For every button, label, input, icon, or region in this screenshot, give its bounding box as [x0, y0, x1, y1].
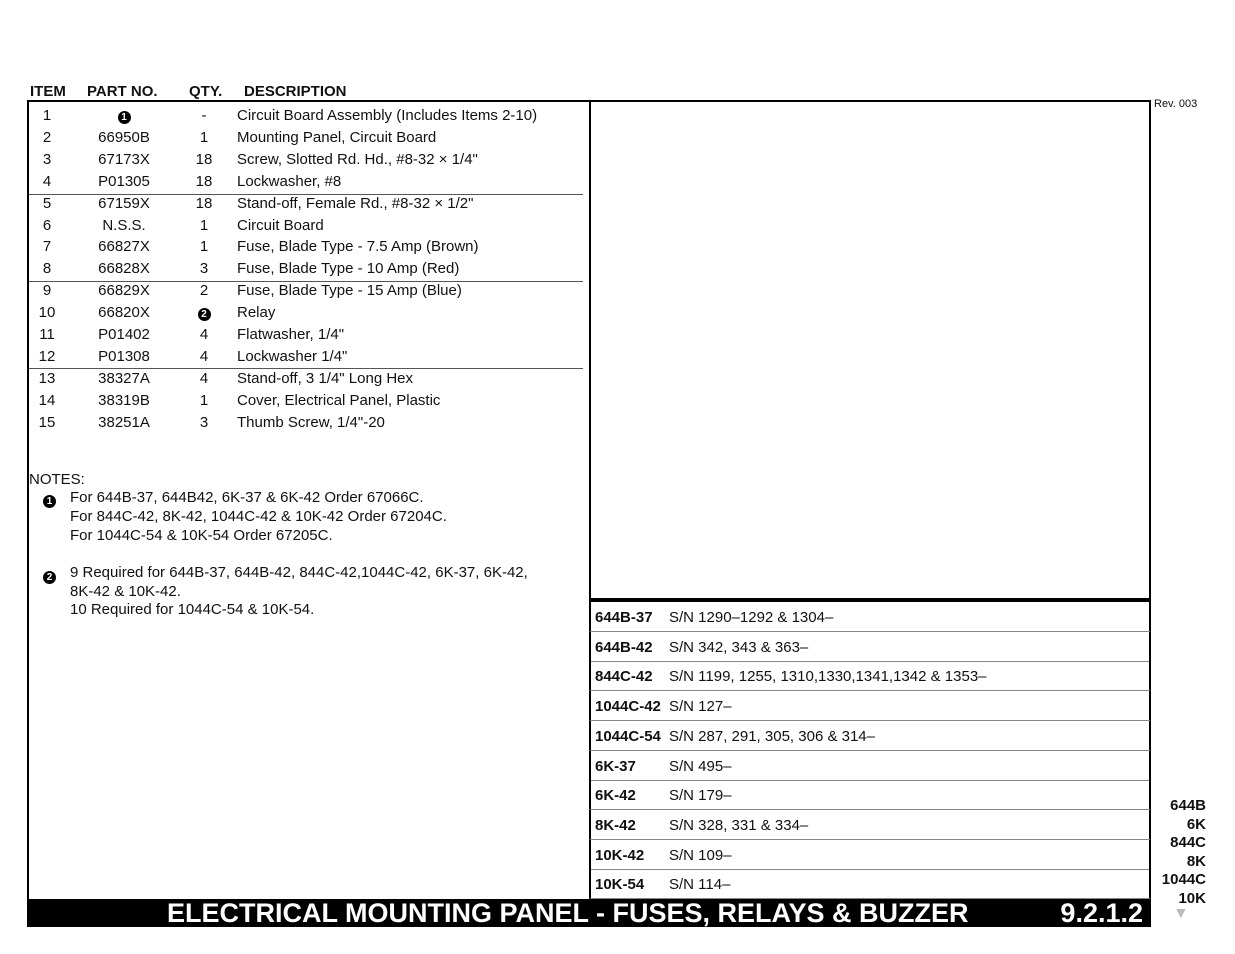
- model-code: 8K-42: [595, 816, 636, 834]
- model-code: 6K-37: [595, 757, 636, 775]
- part-number: 38327A: [98, 369, 150, 387]
- part-number: 66828X: [98, 260, 150, 278]
- note-marker-icon: 2: [198, 308, 211, 321]
- quantity: 4: [199, 326, 209, 343]
- model-code: 6K-42: [595, 787, 636, 805]
- header-part-no: PART NO.: [87, 83, 158, 100]
- quantity: 3: [199, 260, 209, 278]
- description: Flatwasher, 1/4": [237, 326, 345, 343]
- serial-range: S/N 328, 331 & 334–: [669, 816, 809, 834]
- model-code: 644B-37: [595, 609, 653, 626]
- note2-line: 10 Required for 1044C-54 & 10K-54.: [70, 601, 315, 618]
- item-number: 6: [42, 216, 52, 234]
- serial-range: S/N 109–: [669, 846, 732, 864]
- table-row: [29, 148, 583, 170]
- table-row: [29, 345, 583, 367]
- item-number: 13: [38, 369, 56, 387]
- table-row: [29, 389, 583, 411]
- row-separator: [29, 368, 583, 369]
- model-code: 1044C-42: [595, 698, 661, 716]
- model-code: 1044C-54: [595, 727, 661, 745]
- table-row: [29, 126, 583, 148]
- part-number: P01305: [98, 172, 150, 190]
- item-number: 9: [42, 282, 52, 300]
- part-number: P01308: [98, 347, 150, 365]
- page-title: ELECTRICAL MOUNTING PANEL - FUSES, RELAYS & BUZZER: [167, 898, 969, 928]
- model-code: 10K-42: [595, 846, 645, 864]
- part-number: 66827X: [98, 238, 150, 256]
- part-number: 38319B: [98, 391, 150, 409]
- serial-row: [589, 721, 1151, 751]
- table-row: [29, 367, 583, 389]
- note-marker-icon: 1: [118, 111, 131, 124]
- quantity: 18: [195, 172, 213, 190]
- serial-row: [589, 691, 1151, 721]
- item-number: 3: [42, 150, 52, 168]
- model-label: 1044C: [1161, 871, 1206, 889]
- quantity: 4: [199, 369, 209, 387]
- item-number: 14: [38, 391, 56, 409]
- description: Circuit Board Assembly (Includes Items 2-10): [237, 107, 538, 124]
- table-row: [29, 301, 583, 323]
- table-row: [29, 104, 583, 126]
- description: Stand-off, Female Rd., #8-32 × 1/2": [237, 194, 474, 212]
- row-separator: [29, 281, 583, 282]
- quantity: 1: [199, 216, 209, 234]
- model-code: 10K-54: [595, 876, 645, 894]
- header-qty: QTY.: [189, 83, 223, 100]
- item-number: 4: [42, 172, 52, 190]
- quantity: 4: [199, 347, 209, 365]
- table-row: [29, 235, 583, 257]
- description: Lockwasher, #8: [237, 172, 342, 190]
- header-description: DESCRIPTION: [244, 83, 347, 100]
- serial-row: [589, 751, 1151, 781]
- serial-row: [589, 632, 1151, 662]
- model-code: 644B-42: [595, 638, 653, 656]
- model-code: 844C-42: [595, 668, 653, 686]
- note1-line: For 644B-37, 644B42, 6K-37 & 6K-42 Order 67066C.: [70, 489, 424, 506]
- item-number: 15: [38, 413, 56, 431]
- quantity: 1: [199, 391, 209, 409]
- note1-line: For 1044C-54 & 10K-54 Order 67205C.: [70, 527, 333, 544]
- part-number: 67159X: [98, 194, 150, 212]
- notes-title: NOTES:: [29, 471, 85, 488]
- title-bar: [27, 899, 1151, 927]
- next-page-arrow-icon[interactable]: ▼: [1173, 905, 1189, 922]
- item-number: 5: [42, 194, 52, 212]
- illustration-area: [589, 100, 1151, 600]
- part-number: P01402: [98, 326, 150, 343]
- item-number: 11: [39, 326, 55, 343]
- part-number: 66820X: [98, 304, 150, 322]
- section-number: 9.2.1.2: [1060, 898, 1143, 928]
- description: Fuse, Blade Type - 15 Amp (Blue): [237, 282, 462, 300]
- item-number: 12: [38, 347, 56, 365]
- serial-range: S/N 1290–1292 & 1304–: [669, 609, 834, 626]
- description: Mounting Panel, Circuit Board: [237, 128, 437, 146]
- note2-line: 8K-42 & 10K-42.: [70, 583, 181, 600]
- part-number: N.S.S.: [102, 216, 146, 234]
- quantity: 18: [195, 150, 213, 168]
- quantity: [189, 304, 219, 321]
- quantity: 18: [195, 194, 213, 212]
- description: Cover, Electrical Panel, Plastic: [237, 391, 441, 409]
- row-separator: [29, 194, 583, 195]
- note1-line: For 844C-42, 8K-42, 1044C-42 & 10K-42 Order 67204C.: [70, 508, 447, 525]
- quantity: 3: [199, 413, 209, 431]
- table-row: [29, 279, 583, 301]
- serial-range: S/N 127–: [669, 698, 732, 716]
- serial-row: [589, 602, 1151, 632]
- table-row: [29, 170, 583, 192]
- description: Relay: [237, 304, 276, 322]
- model-label: 6K: [1186, 815, 1206, 833]
- table-row: [29, 257, 583, 279]
- quantity: -: [201, 107, 207, 124]
- part-number: 66829X: [98, 282, 150, 300]
- table-row: [29, 214, 583, 236]
- serial-range: S/N 179–: [669, 787, 732, 805]
- serial-row: [589, 810, 1151, 840]
- description: Thumb Screw, 1/4"-20: [237, 413, 385, 431]
- quantity: 1: [199, 128, 209, 146]
- item-number: 8: [42, 260, 52, 278]
- description: Fuse, Blade Type - 10 Amp (Red): [237, 260, 460, 278]
- part-number: 66950B: [98, 128, 150, 146]
- header-item: ITEM: [30, 83, 66, 100]
- serial-range: S/N 495–: [669, 757, 732, 775]
- serial-range: S/N 342, 343 & 363–: [669, 638, 809, 656]
- part-number: 38251A: [98, 413, 150, 431]
- part-number: [91, 107, 157, 124]
- quantity: 1: [199, 238, 209, 256]
- model-list: [1152, 797, 1206, 909]
- revision-label: Rev. 003: [1154, 98, 1198, 110]
- model-label: 844C: [1170, 834, 1206, 852]
- model-label: 10K: [1178, 889, 1206, 907]
- serial-row: [589, 840, 1151, 870]
- model-label: 644B: [1170, 797, 1206, 814]
- serial-range: S/N 114–: [669, 876, 731, 894]
- table-row: [29, 323, 583, 345]
- description: Lockwasher 1/4": [237, 347, 348, 365]
- serial-range: S/N 287, 291, 305, 306 & 314–: [669, 727, 875, 745]
- description: Screw, Slotted Rd. Hd., #8-32 × 1/4": [237, 150, 478, 168]
- note2-marker-icon: 2: [43, 571, 56, 584]
- item-number: 1: [42, 107, 52, 124]
- item-number: 10: [38, 304, 56, 322]
- description: Circuit Board: [237, 216, 324, 234]
- note2-line: 9 Required for 644B-37, 644B-42, 844C-42,1044C-42, 6K-37, 6K-42,: [70, 564, 528, 581]
- serial-row: [589, 869, 1151, 899]
- part-number: 67173X: [98, 150, 150, 168]
- table-row: [29, 411, 583, 433]
- model-label: 8K: [1186, 852, 1206, 870]
- serial-row: [589, 661, 1151, 691]
- serial-range: S/N 1199, 1255, 1310,1330,1341,1342 & 1353–: [669, 668, 987, 686]
- item-number: 7: [42, 238, 52, 256]
- description: Stand-off, 3 1/4" Long Hex: [237, 369, 414, 387]
- note1-marker-icon: 1: [43, 495, 56, 508]
- description: Fuse, Blade Type - 7.5 Amp (Brown): [237, 238, 479, 256]
- serial-row: [589, 780, 1151, 810]
- item-number: 2: [42, 128, 52, 146]
- quantity: 2: [199, 282, 209, 300]
